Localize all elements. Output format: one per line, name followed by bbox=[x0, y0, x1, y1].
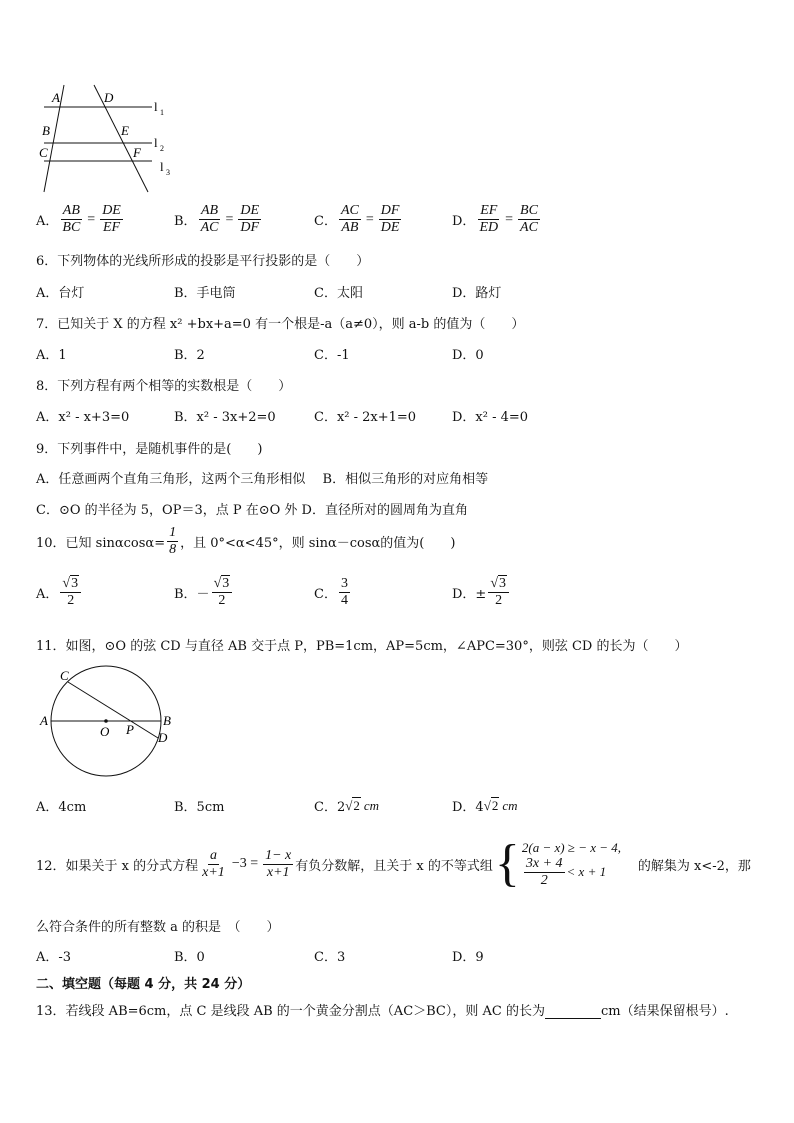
label-a: A bbox=[52, 90, 60, 105]
label-o: O bbox=[100, 724, 110, 739]
q5-option-a: A． $\frac{AB}{BC}$ = $\frac{DE}{EF}$ bbox=[36, 203, 121, 235]
q9-stem: 9．下列事件中，是随机事件的是( ) bbox=[36, 442, 263, 457]
q8-option-c: C．x² - 2x+1=0 bbox=[314, 410, 417, 425]
q12-stem-cont: 么符合条件的所有整数 a 的积是 （ ） bbox=[36, 920, 280, 935]
q6-option-a: A．台灯 bbox=[36, 286, 85, 301]
section-heading: 二、填空题（每题 4 分，共 24 分） bbox=[36, 977, 251, 992]
q7-option-c: C．-1 bbox=[314, 348, 350, 363]
q7-option-a: A．1 bbox=[36, 348, 67, 363]
q9-options-cd: C．⊙O 的半径为 5，OP＝3，点 P 在⊙O 外 D．直径所对的圆周角为直角 bbox=[36, 503, 468, 518]
label-a: A bbox=[40, 713, 48, 728]
q7-stem: 7．已知关于 X 的方程 x² +bx+a=0 有一个根是-a（a≠0），则 a-b 的值为（ ） bbox=[36, 317, 525, 332]
q9-options-ab: A．任意画两个直角三角形，这两个三角形相似 B．相似三角形的对应角相等 bbox=[36, 472, 489, 487]
parallel-lines-figure bbox=[36, 80, 176, 195]
q10-option-a: A． $\frac{√3}{2}$ bbox=[36, 576, 83, 609]
q12-option-d: D．9 bbox=[452, 950, 484, 965]
label-l1-sub: 1 bbox=[160, 108, 164, 117]
q6-option-b: B．手电筒 bbox=[174, 286, 236, 301]
q5-option-d: D． $\frac{EF}{ED}$ = $\frac{BC}{AC}$ bbox=[452, 203, 538, 235]
q11-option-a: A．4cm bbox=[36, 800, 87, 815]
q6-option-d: D．路灯 bbox=[452, 286, 502, 301]
q10-option-b: B．－ $\frac{√3}{2}$ bbox=[174, 576, 234, 609]
label-e: E bbox=[121, 123, 129, 138]
q8-option-d: D．x² - 4=0 bbox=[452, 410, 529, 425]
q12-option-c: C．3 bbox=[314, 950, 346, 965]
label-l2: l bbox=[154, 135, 158, 150]
q8-option-b: B．x² - 3x+2=0 bbox=[174, 410, 276, 425]
answer-blank[interactable] bbox=[545, 1006, 601, 1019]
q6-option-c: C．太阳 bbox=[314, 286, 363, 301]
label-c: C bbox=[39, 145, 48, 160]
label-d: D bbox=[104, 90, 114, 105]
label-f: F bbox=[133, 145, 141, 160]
label-l2-sub: 2 bbox=[160, 144, 164, 153]
q6-stem: 6．下列物体的光线所形成的投影是平行投影的是（ ） bbox=[36, 254, 370, 269]
q11-option-d: D．4 √2 cm bbox=[452, 797, 518, 815]
label-c: C bbox=[60, 668, 69, 683]
q7-option-d: D．0 bbox=[452, 348, 484, 363]
label-b: B bbox=[42, 123, 50, 138]
q10-stem: 10．已知 sinαcosα= $\frac{1}{8}$ ，且 0°<α<45°，则 sinα－cosα的值为( ) bbox=[36, 525, 456, 557]
q8-stem: 8．下列方程有两个相等的实数根是（ ） bbox=[36, 379, 292, 394]
q12-stem: 12．如果关于 x 的分式方程 $\frac{a}{x+1}$ −3 = $\frac{1- x}{x+1}$ 有负分数解，且关于 x 的不等式组 { 2(a − x) ≥ − x − 4, $\frac{3x + 4}{2}$ < x + 1 的解集为 x<-2，那 bbox=[36, 835, 751, 892]
circle-chord-figure bbox=[36, 664, 186, 782]
q12-option-b: B．0 bbox=[174, 950, 205, 965]
q5-option-c: C． $\frac{AC}{AB}$ = $\frac{DF}{DE}$ bbox=[314, 203, 400, 235]
q11-option-b: B．5cm bbox=[174, 800, 225, 815]
label-l3-sub: 3 bbox=[166, 168, 170, 177]
q8-option-a: A．x² - x+3=0 bbox=[36, 410, 130, 425]
label-p: P bbox=[126, 722, 134, 737]
label-b: B bbox=[163, 713, 171, 728]
q11-stem: 11．如图，⊙O 的弦 CD 与直径 AB 交于点 P，PB=1cm，AP=5cm，∠APC=30°，则弦 CD 的长为（ ） bbox=[36, 639, 688, 654]
q13-stem: 13．若线段 AB=6cm，点 C 是线段 AB 的一个黄金分割点（AC＞BC），则 AC 的长为 cm（结果保留根号）. bbox=[36, 1004, 729, 1019]
q7-option-b: B．2 bbox=[174, 348, 205, 363]
q5-option-b: B． $\frac{AB}{AC}$ = $\frac{DE}{DF}$ bbox=[174, 203, 260, 235]
q12-option-a: A．-3 bbox=[36, 950, 72, 965]
q10-option-c: C． $\frac{3}{4}$ bbox=[314, 576, 348, 608]
q11-option-c: C．2 √2 cm bbox=[314, 797, 380, 815]
q10-option-d: D．± $\frac{√3}{2}$ bbox=[452, 576, 511, 609]
label-d: D bbox=[158, 730, 168, 745]
label-l1: l bbox=[154, 99, 158, 114]
label-l3: l bbox=[160, 159, 164, 174]
